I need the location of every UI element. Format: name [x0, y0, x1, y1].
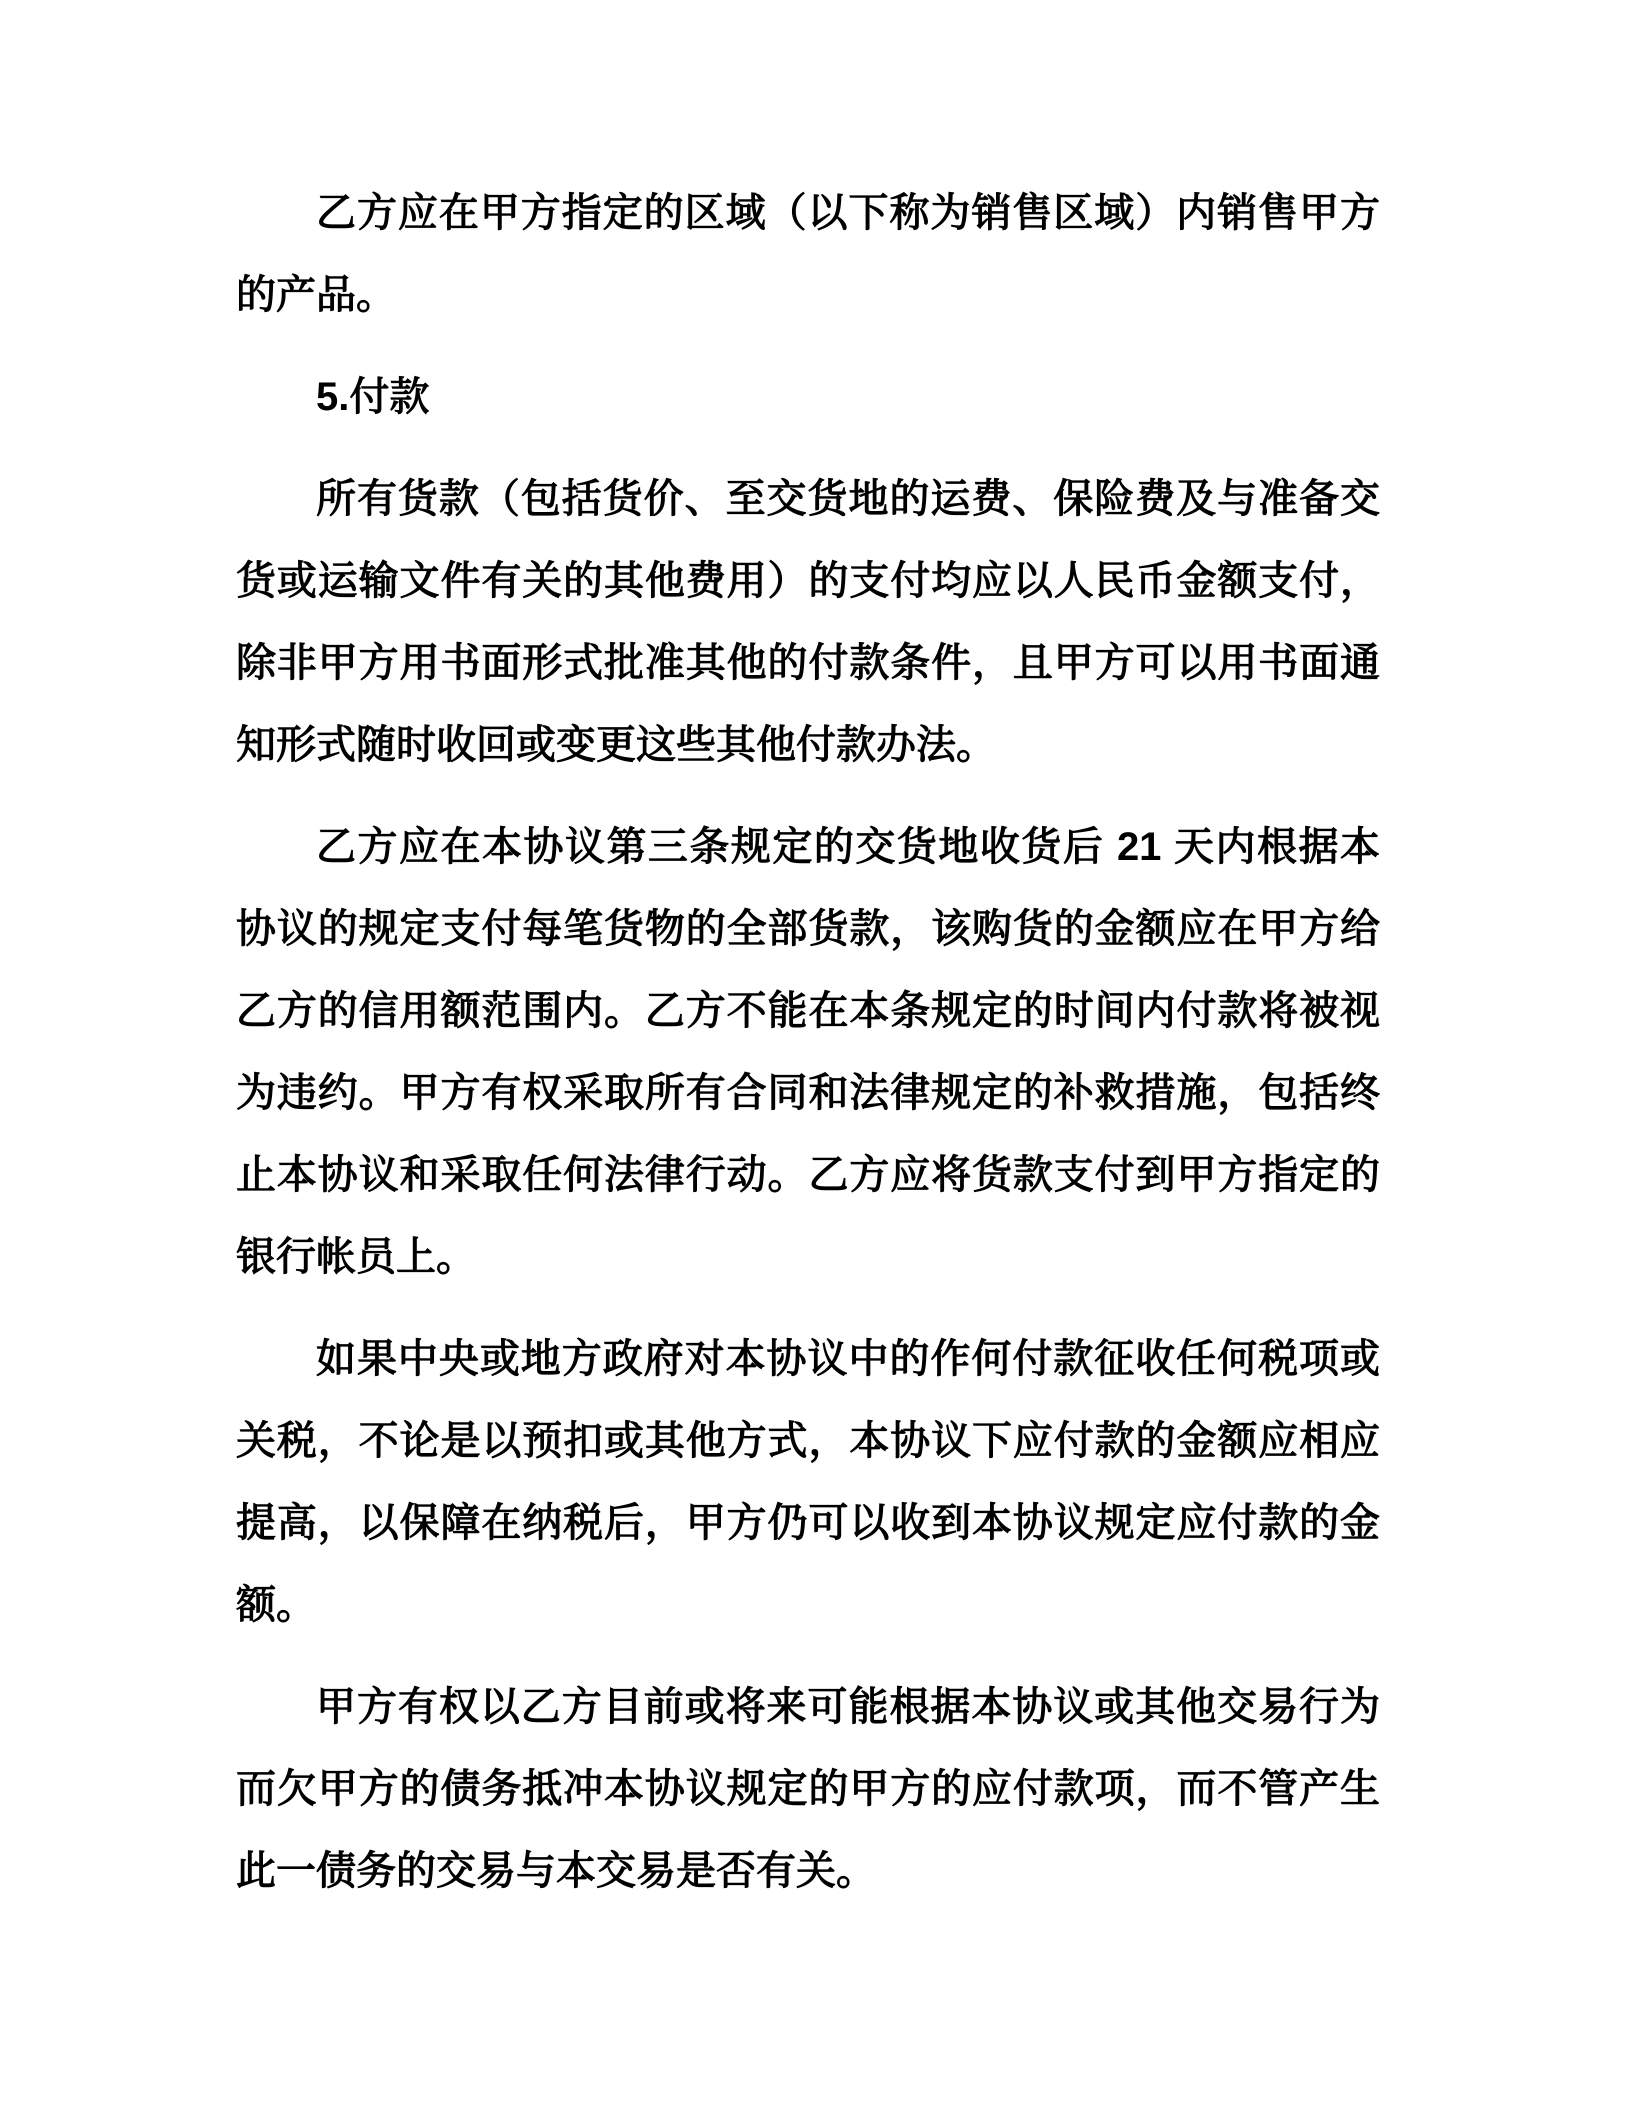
paragraph-taxes: 如果中央或地方政府对本协议中的作何付款征收任何税项或关税，不论是以预扣或其他方式，本协议下应付款的金额应相应提高，以保障在纳税后，甲方仍可以收到本协议规定应付款的金额。: [236, 1337, 1380, 1627]
paragraph-sales-territory: 乙方应在甲方指定的区域（以下称为销售区域）内销售甲方的产品。: [236, 191, 1380, 317]
paragraph-payment-terms: 乙方应在本协议第三条规定的交货地收货后 21 天内根据本协议的规定支付每笔货物的全部货款，该购货的金额应在甲方给乙方的信用额范围内。乙方不能在本条规定的时间内付款将被视为违约。甲方有权采取所有合同和法律规定的补救措施，包括终止本协议和采取任何法律行动。乙方应将货款支付到甲方指定的银行帐员上。: [236, 825, 1380, 1279]
section-heading-payment: 5.付款: [316, 375, 430, 419]
paragraph-payment-currency: 所有货款（包括货价、至交货地的运费、保险费及与准备交货或运输文件有关的其他费用）的支付均应以人民币金额支付，除非甲方用书面形式批准其他的付款条件，且甲方可以用书面通知形式随时收回或变更这些其他付款办法。: [236, 477, 1380, 767]
paragraph-offset-rights: 甲方有权以乙方目前或将来可能根据本协议或其他交易行为而欠甲方的债务抵冲本协议规定的甲方的应付款项，而不管产生此一债务的交易与本交易是否有关。: [236, 1685, 1380, 1893]
